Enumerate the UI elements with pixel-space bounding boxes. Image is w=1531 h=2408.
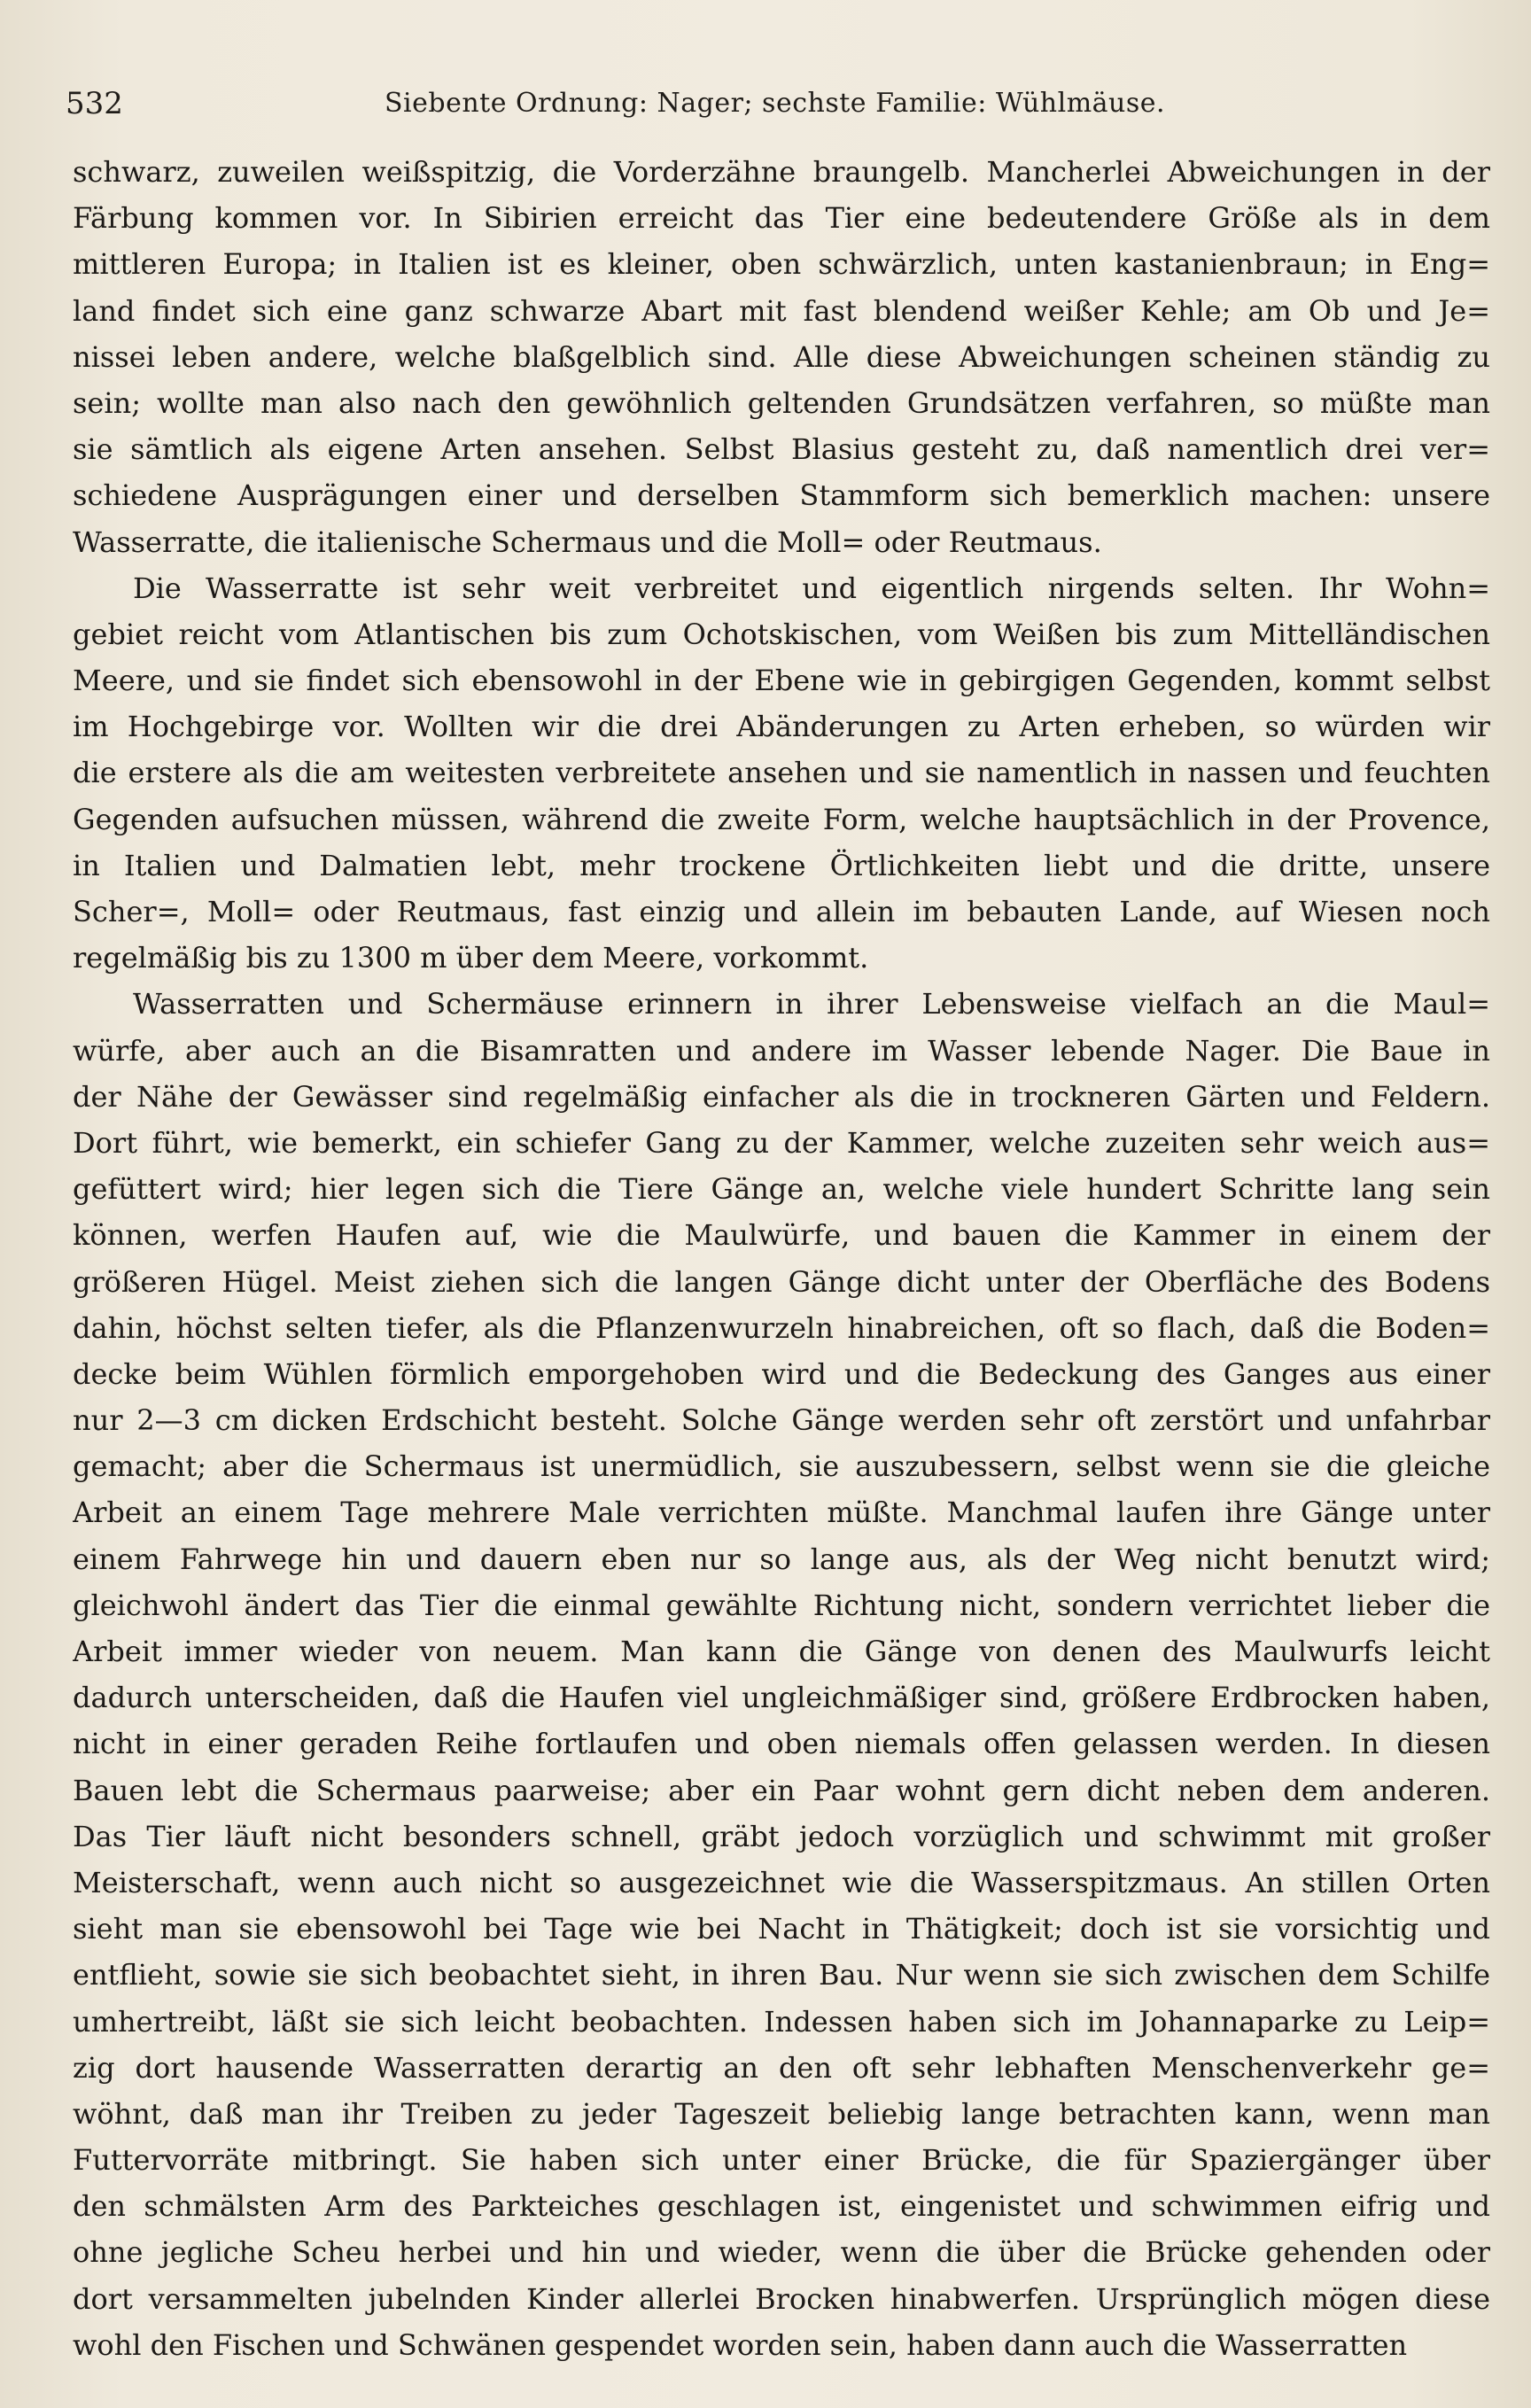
text-line: gebiet reicht vom Atlantischen bis zum Ochotskischen, vom Weißen bis zum Mittelländischen: [73, 617, 1490, 651]
text-line: Bauen lebt die Schermaus paarweise; aber ein Paar wohnt gern dicht neben dem anderen.: [73, 1773, 1490, 1807]
paragraph: [73, 981, 1490, 2368]
text-line: mittleren Europa; in Italien ist es kleiner, oben schwärzlich, unten kastanienbraun; in Eng=: [73, 247, 1490, 282]
text-line: einem Fahrwege hin und dauern eben nur so lange aus, als der Weg nicht benutzt wird;: [73, 1542, 1490, 1576]
text-line: Arbeit an einem Tage mehrere Male verrichten müßte. Manchmal laufen ihre Gänge unter: [73, 1495, 1490, 1530]
text-line: umhertreibt, läßt sie sich leicht beobachten. Indessen haben sich im Johannaparke zu Leip=: [73, 2004, 1490, 2039]
text-line: Gegenden aufsuchen müssen, während die zweite Form, welche hauptsächlich in der Provence,: [73, 802, 1490, 836]
text-line: den schmälsten Arm des Parkteiches geschlagen ist, eingenistet und schwimmen eifrig und: [73, 2189, 1490, 2224]
text-line: dadurch unterscheiden, daß die Haufen viel ungleichmäßiger sind, größere Erdbrocken haben,: [73, 1681, 1490, 1715]
text-line: dahin, höchst selten tiefer, als die Pflanzenwurzeln hinabreichen, oft so flach, daß die Boden=: [73, 1310, 1490, 1345]
body-text: [73, 149, 1490, 2368]
text-line: Färbung kommen vor. In Sibirien erreicht das Tier eine bedeutendere Größe als in dem: [73, 201, 1490, 236]
paragraph: [73, 149, 1490, 565]
text-line: nur 2—3 cm dicken Erdschicht besteht. Solche Gänge werden sehr oft zerstört und unfahrbar: [73, 1403, 1490, 1438]
text-line: Die Wasserratte ist sehr weit verbreitet und eigentlich nirgends selten. Ihr Wohn=: [133, 571, 1490, 605]
text-line: Arbeit immer wieder von neuem. Man kann die Gänge von denen des Maulwurfs leicht: [73, 1635, 1490, 1668]
text-line: Meere, und sie findet sich ebensowohl in der Ebene wie in gebirgigen Gegenden, kommt selbst: [73, 664, 1490, 698]
text-line: gefüttert wird; hier legen sich die Tiere Gänge an, welche viele hundert Schritte lang sein: [73, 1172, 1490, 1207]
text-line: in Italien und Dalmatien lebt, mehr trockene Örtlichkeiten liebt und die dritte, unsere: [73, 848, 1490, 882]
text-line: der Nähe der Gewässer sind regelmäßig einfacher als die in trockneren Gärten und Feldern.: [73, 1079, 1490, 1114]
text-line: gleichwohl ändert das Tier die einmal gewählte Richtung nicht, sondern verrichtet lieber die: [73, 1588, 1490, 1622]
text-line: Dort führt, wie bemerkt, ein schiefer Gang zu der Kammer, welche zuzeiten sehr weich aus=: [73, 1125, 1490, 1160]
text-line: größeren Hügel. Meist ziehen sich die langen Gänge dicht unter der Oberfläche des Bodens: [73, 1264, 1490, 1299]
text-line: Das Tier läuft nicht besonders schnell, gräbt jedoch vorzüglich und schwimmt mit großer: [73, 1819, 1490, 1853]
text-line: wohl den Fischen und Schwänen gespendet worden sein, haben dann auch die Wasserratten: [73, 2327, 1408, 2362]
text-line: Wasserratten und Schermäuse erinnern in ihrer Lebensweise vielfach an die Maul=: [133, 987, 1490, 1021]
text-line: schiedene Ausprägungen einer und derselben Stammform sich bemerklich machen: unsere: [73, 478, 1490, 513]
text-line: sie sämtlich als eigene Arten ansehen. Selbst Blasius gesteht zu, daß namentlich drei ver=: [73, 432, 1490, 467]
paragraph: [73, 565, 1490, 982]
text-line: sein; wollte man also nach den gewöhnlich geltenden Grundsätzen verfahren, so müßte man: [73, 385, 1490, 420]
text-line: nissei leben andere, welche blaßgelblich sind. Alle diese Abweichungen scheinen ständig zu: [73, 339, 1490, 374]
running-head: [66, 82, 1478, 126]
text-line: können, werfen Haufen auf, wie die Maulwürfe, und bauen die Kammer in einem der: [73, 1218, 1490, 1253]
text-line: wöhnt, daß man ihr Treiben zu jeder Tageszeit beliebig lange betrachten kann, wenn man: [73, 2096, 1490, 2131]
text-line: zig dort hausende Wasserratten derartig an den oft sehr lebhaften Menschenverkehr ge=: [73, 2050, 1490, 2085]
running-head-title: Siebente Ordnung: Nager; sechste Familie: Wühlmäuse.: [385, 88, 1166, 119]
page-number: 532: [66, 86, 123, 121]
text-line: Wasserratte, die italienische Schermaus und die Moll= oder Reutmaus.: [73, 524, 1102, 559]
text-line: land findet sich eine ganz schwarze Abart mit fast blendend weißer Kehle; am Ob und Je=: [73, 293, 1490, 328]
text-line: gemacht; aber die Schermaus ist unermüdlich, sie auszubessern, selbst wenn sie die gleiche: [73, 1449, 1490, 1484]
text-line: ohne jegliche Scheu herbei und hin und wieder, wenn die über die Brücke gehenden oder: [73, 2235, 1490, 2270]
text-line: decke beim Wühlen förmlich emporgehoben wird und die Bedeckung des Ganges aus einer: [73, 1356, 1490, 1391]
text-line: schwarz, zuweilen weißspitzig, die Vorderzähne braungelb. Mancherlei Abweichungen in der: [73, 155, 1490, 189]
text-line: dort versammelten jubelnden Kinder allerlei Brocken hinabwerfen. Ursprünglich mögen diese: [73, 2281, 1490, 2316]
text-line: Futtervorräte mitbringt. Sie haben sich unter einer Brücke, die für Spaziergänger über: [73, 2143, 1490, 2178]
text-line: würfe, aber auch an die Bisamratten und andere im Wasser lebende Nager. Die Baue in: [73, 1033, 1490, 1068]
text-line: Scher=, Moll= oder Reutmaus, fast einzig und allein im bebauten Lande, auf Wiesen noch: [73, 895, 1490, 928]
text-line: Meisterschaft, wenn auch nicht so ausgezeichnet wie die Wasserspitzmaus. An stillen Orten: [73, 1865, 1490, 1899]
text-line: sieht man sie ebensowohl bei Tage wie bei Nacht in Thätigkeit; doch ist sie vorsichtig und: [73, 1912, 1490, 1946]
text-line: im Hochgebirge vor. Wollten wir die drei Abänderungen zu Arten erheben, so würden wir: [73, 710, 1490, 744]
text-line: regelmäßig bis zu 1300 m über dem Meere, vorkommt.: [73, 941, 869, 975]
text-line: nicht in einer geraden Reihe fortlaufen und oben niemals offen gelassen werden. In diesen: [73, 1727, 1490, 1761]
text-line: die erstere als die am weitesten verbreitete ansehen und sie namentlich in nassen und feuchten: [73, 756, 1490, 790]
text-line: entflieht, sowie sie sich beobachtet sieht, in ihren Bau. Nur wenn sie sich zwischen dem Schilfe: [73, 1958, 1490, 1992]
